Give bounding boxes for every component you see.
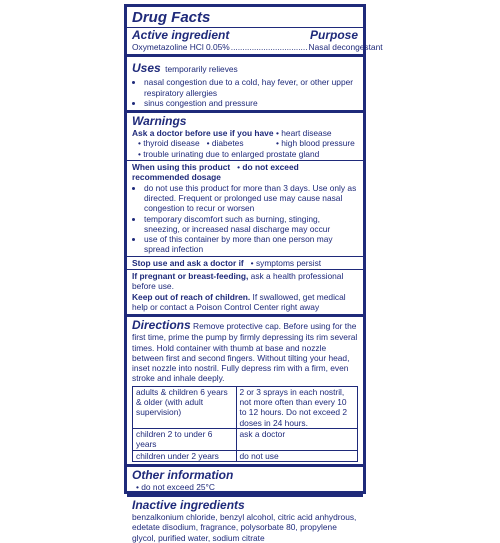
- dosage-amount: 2 or 3 sprays in each nostril, not more often than every 10 to 12 hours. Do not exceed 2 doses in 24 hours.: [236, 386, 358, 428]
- uses-item: • nasal congestion due to a cold, hay fever, or other upper respiratory allergies: [144, 77, 358, 98]
- other-info-section: Other information • do not exceed 25°C: [132, 469, 358, 492]
- conditions-list: • thyroid disease • diabetes: [138, 138, 244, 149]
- uses-item: • sinus congestion and pressure: [144, 98, 358, 108]
- dosage-warning: do not exceed recommended dosage: [132, 162, 299, 183]
- dosage-amount: ask a doctor: [236, 428, 358, 450]
- divider: [127, 494, 363, 497]
- inactive-heading: Inactive ingredients: [132, 498, 245, 513]
- divider: [127, 464, 363, 467]
- pregnancy-label: If pregnant or breast-feeding,: [132, 271, 249, 282]
- pregnancy-text: ask a health professional before use.: [132, 271, 344, 292]
- active-ingredient: Oxymetazoline HCl 0.05%: [132, 42, 230, 52]
- purpose-heading: Purpose: [309, 28, 358, 42]
- warning-item: • use of this container by more than one person may spread infection: [144, 234, 358, 255]
- ask-doctor-heading: Ask a doctor before use if you have: [132, 128, 274, 139]
- ask-doctor-block: Ask a doctor before use if you have • thyroid disease • diabetes • heart disease • high blood pressure: [132, 128, 355, 149]
- table-row: [133, 450, 358, 461]
- condition-item: heart disease: [281, 128, 332, 139]
- warnings-section: Warnings Ask a doctor before use if you have • thyroid disease • diabetes • heart disease • high blood pressure • trouble urinating due to enlarged prostate gland When using this product • do not exceed recommended dosage • do not use this product for more than 3 days. Use only as directed. Frequent or prolonged use may cause nasal congestion to recur or worsen • temporary discomfort such as burning, stinging, sneezing, or increased nasal discharge may occur • use of this container by more than one person may spread infection Stop use and ask a doctor if • symptoms persist If pregnant or breast-feeding, ask a health professional before use. Keep out of reach of children. If swallowed, get medical help or contact a Poison Control Center right away: [132, 115, 358, 312]
- directions-heading: Directions: [132, 318, 191, 333]
- divider: [127, 314, 363, 317]
- dosage-table: [132, 386, 358, 462]
- warning-item: • do not use this product for more than 3 days. Use only as directed. Frequent or prolonged use may cause nasal congestion to recur or worsen: [144, 183, 358, 214]
- when-using-heading: When using this product: [132, 162, 231, 173]
- active-ingredient-row: [132, 42, 383, 52]
- table-row: [133, 386, 358, 428]
- children-warning: [132, 292, 358, 313]
- directions-text: Remove protective cap. Before using for the first time, prime the pump by firmly depressing its rim several times. Hold container with thumb at base and nozzle between first and second fingers. Without tilting your head, inset nozzle into nostril. Fully depress rim with a firm, even stroke and inhale deeply.: [132, 321, 358, 384]
- warnings-heading: Warnings: [132, 114, 187, 129]
- uses-heading: Uses: [132, 61, 161, 76]
- uses-intro: temporarily relieves: [165, 64, 238, 75]
- inactive-section: [132, 499, 358, 543]
- pregnancy-warning: [132, 271, 358, 292]
- condition-item: thyroid disease: [143, 138, 200, 149]
- dot-leader: .................................: [230, 42, 308, 52]
- warning-item: • temporary discomfort such as burning, stinging, sneezing, or increased nasal discharge may occur: [144, 214, 358, 235]
- directions-section: [132, 319, 358, 462]
- inactive-text: benzalkonium chloride, benzyl alcohol, citric acid anhydrous, edetate disodium, fragrance, polysorbate 80, propylene glycol, purified water, sodium citrate: [132, 512, 357, 543]
- divider: [127, 160, 363, 161]
- stop-use-heading: Stop use and ask a doctor if: [132, 257, 244, 268]
- stop-use-item: symptoms persist: [255, 257, 322, 268]
- divider: [127, 269, 363, 270]
- divider: [127, 54, 363, 57]
- condition-item: high blood pressure: [281, 138, 355, 149]
- condition-item: trouble urinating due to enlarged prostate gland: [143, 148, 320, 159]
- dosage-who: adults & children 6 years & older (with adult supervision): [133, 386, 237, 428]
- keep-out-label: Keep out of reach of children.: [132, 291, 251, 302]
- divider: [127, 256, 363, 257]
- condition-item: diabetes: [211, 138, 244, 149]
- keep-out-text: If swallowed, get medical help or contact a Poison Control Center right away: [132, 291, 346, 312]
- divider: [127, 110, 363, 113]
- uses-section: [132, 59, 358, 108]
- table-row: [133, 428, 358, 450]
- drug-facts-title: Drug Facts: [132, 9, 211, 26]
- active-ingredient-heading: Active ingredient: [132, 28, 230, 42]
- dosage-amount: do not use: [236, 450, 358, 461]
- other-info-item: do not exceed 25°C: [141, 481, 215, 492]
- purpose-value: Nasal decongestant: [308, 42, 383, 52]
- active-header-row: [132, 29, 358, 42]
- other-info-heading: Other information: [132, 467, 234, 482]
- dosage-who: children 2 to under 6 years: [133, 428, 237, 450]
- drug-facts-panel: [124, 4, 383, 543]
- dosage-who: children under 2 years: [133, 450, 237, 461]
